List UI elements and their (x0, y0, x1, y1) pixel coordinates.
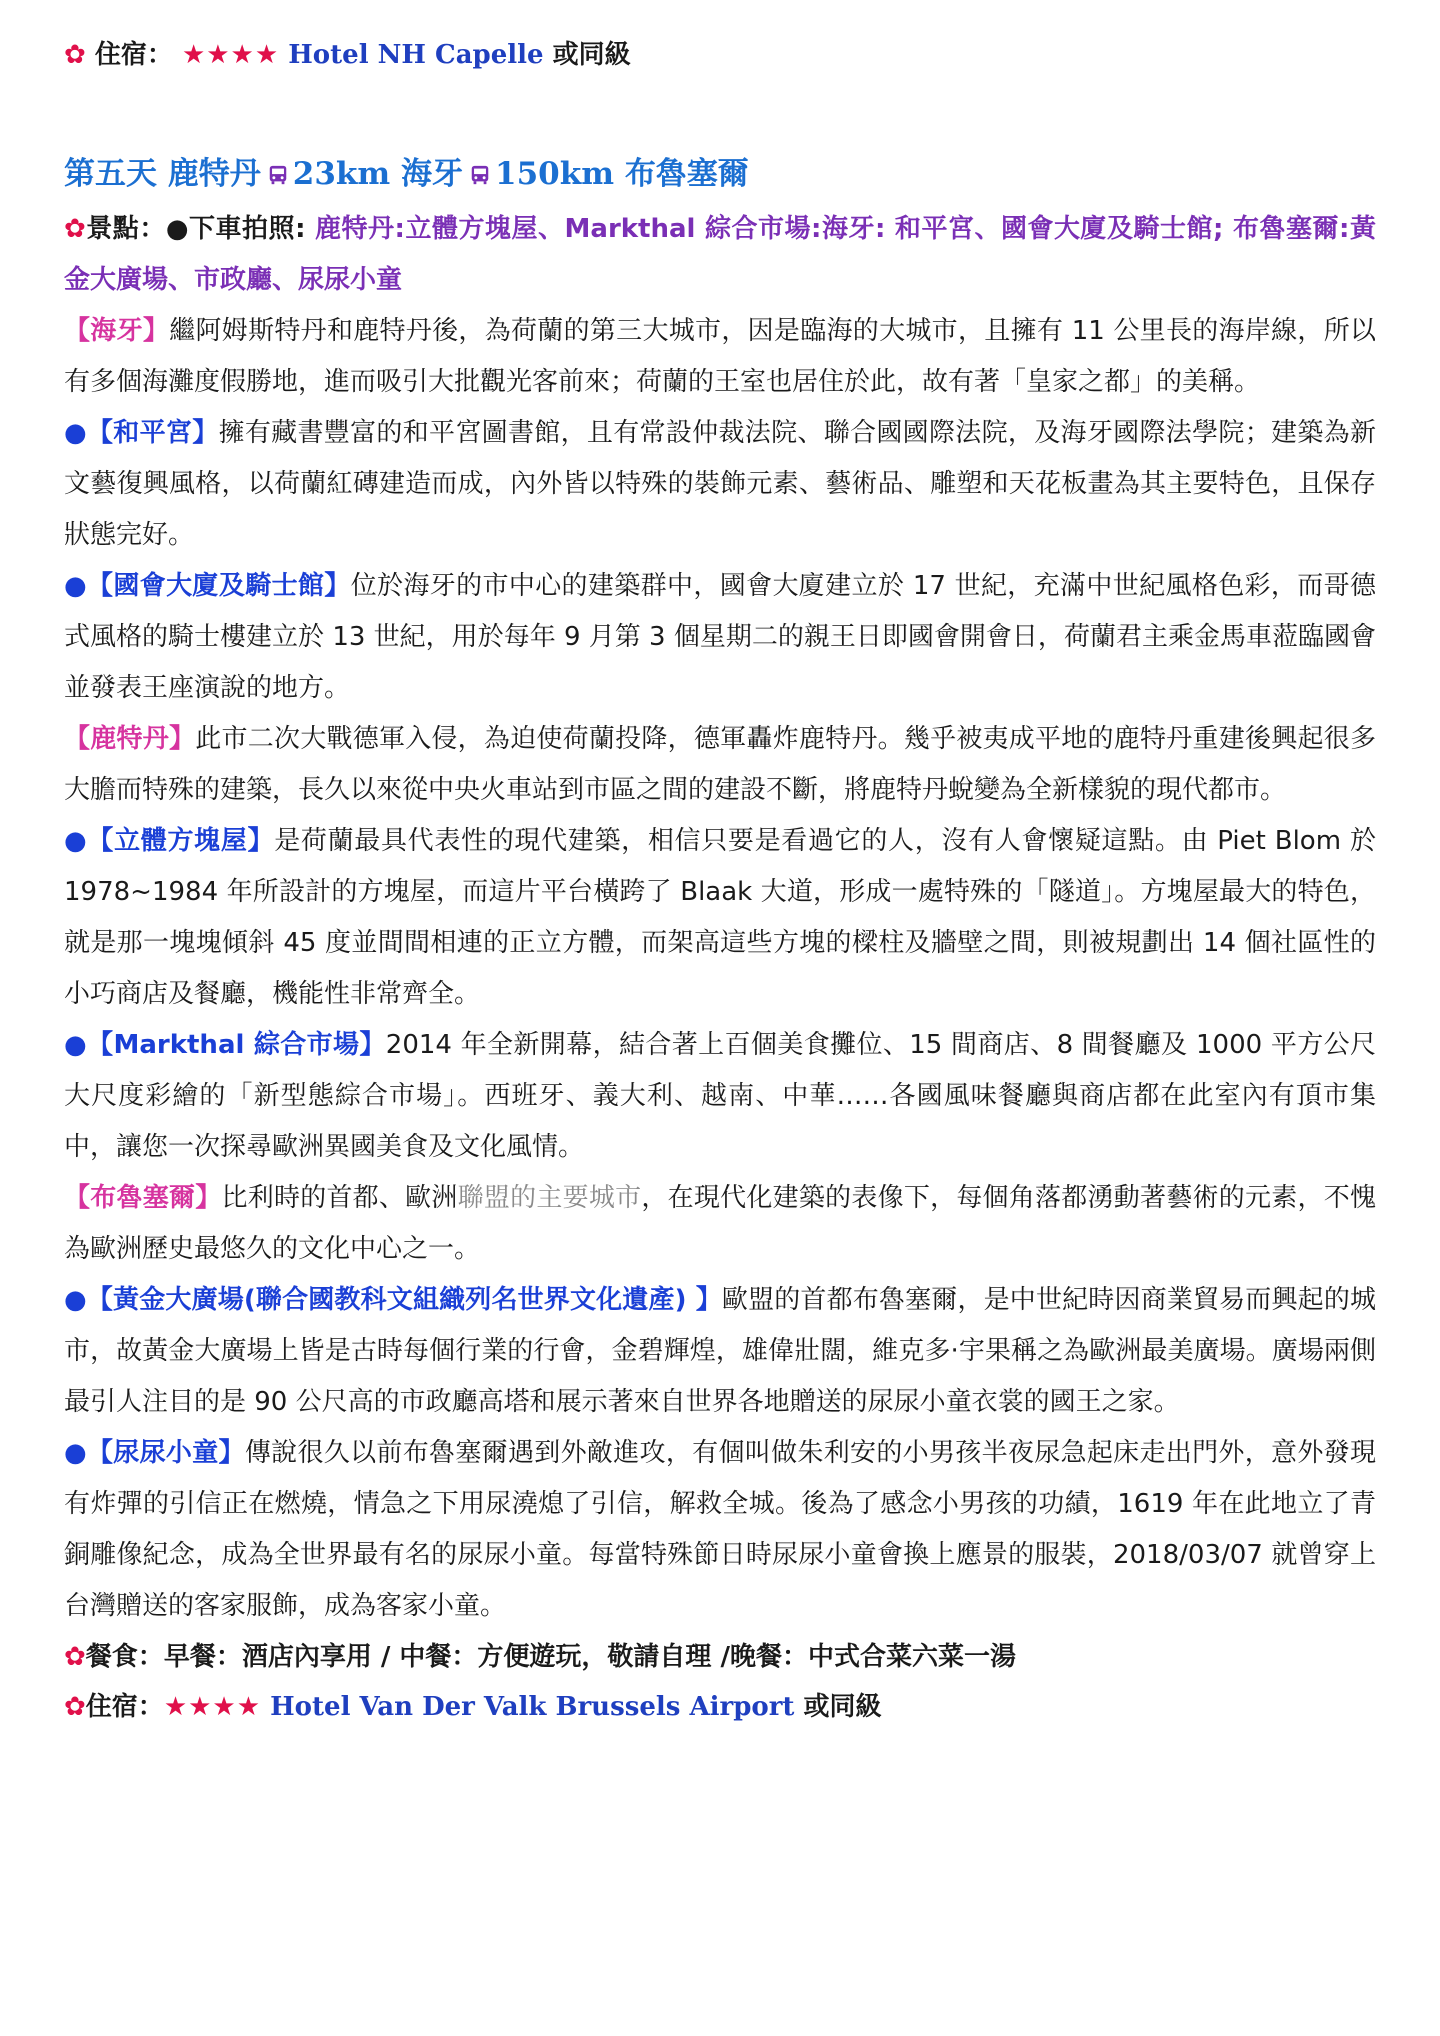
text-markthal: 2014 年全新開幕，結合著上百個美食攤位、15 間商店、8 間餐廳及 1000 平方公尺大尺度彩繪的「新型態綜合市場」。西班牙、義大利、越南、中華……各國風味餐廳與商店都在此室內有頂市集中，讓您一次探尋歐洲異國美食及文化風情。 (64, 1030, 1376, 1162)
meals-label: 餐食： (85, 1642, 164, 1672)
star-rating: ★★★★ (181, 40, 280, 70)
distance-1: 23km (292, 156, 391, 192)
distance-2: 150km (495, 156, 615, 192)
tag-brussels: 【布魯塞爾】 (64, 1183, 222, 1213)
paragraph-cube-houses (64, 816, 1376, 1020)
text-cube-houses: 是荷蘭最具代表性的現代建築，相信只要是看過它的人，沒有人會懷疑這點。由 Piet Blom 於 1978~1984 年所設計的方塊屋，而這片平台橫跨了 Blaak 大道，形成一處特殊的「隧道」。方塊屋最大的特色，就是那一塊塊傾斜 45 度並間間相連的正立方體，而架高這些方塊的樑柱及牆壁之間，則被規劃出 14 個社區性的小巧商店及餐廳，機能性非常齊全。 (64, 826, 1376, 1009)
tag-markthal: ●【Markthal 綜合市場】 (64, 1030, 386, 1060)
sights-label: 景點： (86, 214, 166, 244)
tag-peace-palace: ●【和平宮】 (64, 418, 219, 448)
hotel-label: 住宿： (94, 40, 173, 70)
tag-hague: 【海牙】 (64, 316, 170, 346)
tag-parliament: ●【國會大廈及騎士館】 (64, 571, 351, 601)
paragraph-manneken-pis (64, 1428, 1376, 1632)
text-hague: 繼阿姆斯特丹和鹿特丹後，為荷蘭的第三大城市，因是臨海的大城市，且擁有 11 公里長的海岸線，所以有多個海灘度假勝地，進而吸引大批觀光客前來；荷蘭的王室也居住於此，故有著「皇家之都」的美稱。 (64, 316, 1376, 397)
bus-icon (267, 164, 289, 186)
itinerary-page (64, 30, 1376, 1732)
text-manneken-pis: 傳說很久以前布魯塞爾遇到外敵進攻，有個叫做朱利安的小男孩半夜尿急起床走出門外，意外發現有炸彈的引信正在燃燒，情急之下用尿澆熄了引信，解救全城。後為了感念小男孩的功績，1619 年在此地立了青銅雕像紀念，成為全世界最有名的尿尿小童。每當特殊節日時尿尿小童會換上應景的服裝，2018/03/07 就曾穿上台灣贈送的客家服飾，成為客家小童。 (64, 1438, 1376, 1621)
star-rating: ★★★★ (163, 1692, 262, 1722)
text-brussels-a: 比利時的首都、歐洲 (221, 1183, 458, 1213)
sights-list: 鹿特丹:立體方塊屋、Markthal 綜合市場:海牙: 和平宮、國會大廈及騎士館; 布魯塞爾:黃金大廣場、市政廳、尿尿小童 (64, 214, 1376, 295)
hotel-name: Hotel NH Capelle (288, 40, 544, 70)
flower-icon: ✿ (64, 1692, 86, 1722)
paragraph-rotterdam (64, 714, 1376, 816)
text-parliament: 位於海牙的市中心的建築群中，國會大廈建立於 17 世紀，充滿中世紀風格色彩，而哥德式風格的騎士樓建立於 13 世紀，用於每年 9 月第 3 個星期二的親王日即國會開會日，荷蘭君主乘金馬車蒞臨國會並發表王座演說的地方。 (64, 571, 1377, 703)
text-rotterdam: 此市二次大戰德軍入侵，為迫使荷蘭投降，德軍轟炸鹿特丹。幾乎被夷成平地的鹿特丹重建後興起很多大膽而特殊的建築，長久以來從中央火車站到市區之間的建設不斷，將鹿特丹蛻變為全新樣貌的現代都市。 (64, 724, 1376, 805)
tag-cube-houses: ●【立體方塊屋】 (64, 826, 275, 856)
day-title-mid: 海牙 (401, 156, 464, 192)
tag-grand-place: ●【黃金大廣場(聯合國教科文組織列名世界文化遺產) 】 (64, 1285, 722, 1315)
text-brussels-b: ，在現代化建築的表像下，每個角落都湧動著藝術的元素，不愧為歐洲歷史最悠久的文化中心之一。 (64, 1183, 1376, 1264)
tag-manneken-pis: ●【尿尿小童】 (64, 1438, 245, 1468)
day-title-prefix: 第五天 鹿特丹 (64, 156, 261, 192)
meals-text: 早餐：酒店內享用 / 中餐：方便遊玩，敬請自理 /晚餐：中式合菜六菜一湯 (163, 1642, 1016, 1672)
paragraph-hague (64, 306, 1376, 408)
text-grand-place: 歐盟的首都布魯塞爾，是中世紀時因商業貿易而興起的城市，故黃金大廣場上皆是古時每個行業的行會，金碧輝煌，雄偉壯闊，維克多·宇果稱之為歐洲最美廣場。廣場兩側最引人注目的是 90 公尺高的市政廳高塔和展示著來自世界各地贈送的尿尿小童衣裳的國王之家。 (64, 1285, 1376, 1417)
hotel-label: 住宿： (85, 1692, 164, 1722)
text-brussels-gray: 聯盟的主要城市 (457, 1183, 642, 1213)
paragraph-grand-place (64, 1275, 1376, 1428)
sights-sub-label: ●下車拍照: (165, 214, 306, 244)
flower-icon: ✿ (64, 40, 86, 70)
paragraph-peace-palace (64, 408, 1376, 561)
hotel-suffix: 或同級 (803, 1692, 882, 1722)
flower-icon: ✿ (64, 1642, 86, 1672)
hotel-day5-row (64, 1682, 1376, 1732)
paragraph-markthal (64, 1020, 1376, 1173)
tag-rotterdam: 【鹿特丹】 (64, 724, 196, 754)
sights-row (64, 204, 1376, 306)
paragraph-parliament (64, 561, 1376, 714)
hotel-suffix: 或同級 (552, 40, 631, 70)
day-title-dest: 布魯塞爾 (624, 156, 749, 192)
day-title (64, 144, 1376, 204)
text-peace-palace: 擁有藏書豐富的和平宮圖書館，且有常設仲裁法院、聯合國國際法院，及海牙國際法學院；建築為新文藝復興風格，以荷蘭紅磚建造而成，內外皆以特殊的裝飾元素、藝術品、雕塑和天花板畫為其主要特色，且保存狀態完好。 (64, 418, 1376, 550)
bus-icon (469, 164, 491, 186)
hotel-name: Hotel Van Der Valk Brussels Airport (270, 1692, 795, 1722)
hotel-prev-row (64, 30, 1376, 80)
flower-icon: ✿ (64, 214, 87, 244)
meals-row (64, 1632, 1376, 1682)
paragraph-brussels (64, 1173, 1376, 1275)
